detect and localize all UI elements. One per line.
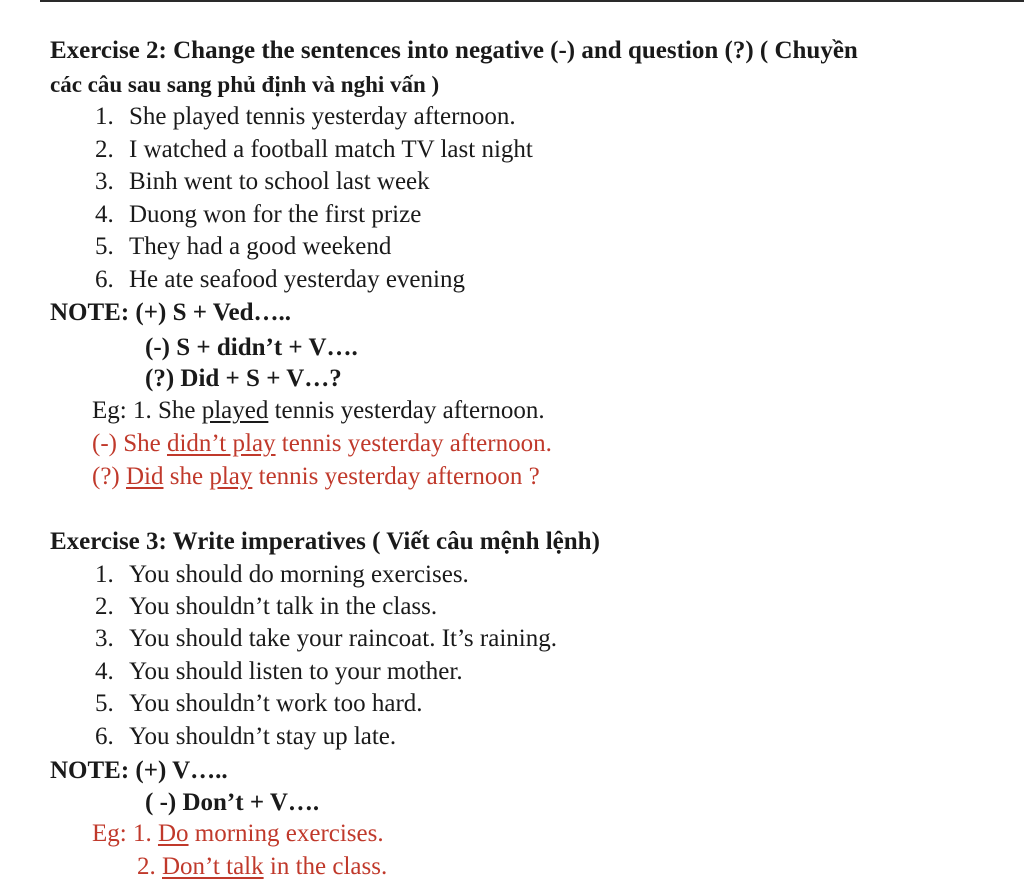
list-item-text: You shouldn’t talk in the class. bbox=[129, 593, 438, 620]
exercise3-example-2 bbox=[137, 852, 387, 882]
question-underlined-play: play bbox=[209, 463, 253, 490]
list-number: 2. bbox=[95, 136, 114, 163]
exercise3-note-line1: NOTE: (+) V….. bbox=[50, 757, 228, 784]
list-number: 6. bbox=[95, 266, 114, 293]
list-item-text: She played tennis yesterday afternoon. bbox=[129, 103, 516, 130]
exercise2-item-5 bbox=[95, 232, 391, 262]
example1-prefix: Eg: 1. bbox=[92, 820, 158, 847]
list-number: 4. bbox=[95, 201, 114, 228]
exercise3-item-2 bbox=[95, 592, 437, 622]
list-number: 3. bbox=[95, 168, 114, 195]
list-number: 5. bbox=[95, 690, 114, 717]
example1-underlined: Do bbox=[157, 820, 189, 847]
negative-underlined: didn’t play bbox=[166, 430, 276, 457]
list-number: 4. bbox=[95, 658, 114, 685]
exercise3-item-1 bbox=[95, 560, 469, 590]
exercise2-question-answer bbox=[92, 462, 540, 492]
list-number: 2. bbox=[95, 593, 114, 620]
list-item-text: You should listen to your mother. bbox=[129, 658, 463, 685]
example2-underlined: Don’t talk bbox=[162, 853, 264, 880]
exercise2-item-4 bbox=[95, 200, 421, 230]
question-mid: she bbox=[163, 463, 210, 490]
exercise2-item-6 bbox=[95, 265, 465, 295]
exercise2-example bbox=[92, 396, 545, 426]
exercise2-item-1 bbox=[95, 102, 516, 132]
example2-prefix: 2. bbox=[137, 853, 162, 880]
exercise2-title-line1: Exercise 2: Change the sentences into negative (-) and question (?) ( Chuyền bbox=[50, 37, 858, 64]
exercise3-item-6 bbox=[95, 722, 396, 752]
list-number: 1. bbox=[95, 561, 114, 588]
list-number: 5. bbox=[95, 233, 114, 260]
list-number: 3. bbox=[95, 625, 114, 652]
list-item-text: He ate seafood yesterday evening bbox=[129, 266, 465, 293]
list-item-text: You should do morning exercises. bbox=[129, 561, 469, 588]
list-item-text: You should take your raincoat. It’s raining. bbox=[129, 625, 557, 652]
exercise3-item-3 bbox=[95, 624, 557, 654]
exercise2-note-line3: (?) Did + S + V…? bbox=[145, 365, 342, 392]
exercise3-title: Exercise 3: Write imperatives ( Viết câu mệnh lệnh) bbox=[50, 528, 600, 555]
exercise3-example-1 bbox=[92, 819, 384, 849]
example2-rest: in the class. bbox=[263, 853, 388, 880]
list-number: 6. bbox=[95, 723, 114, 750]
question-underlined-did: Did bbox=[126, 463, 164, 490]
example1-rest: morning exercises. bbox=[188, 820, 384, 847]
exercise2-note-line1: NOTE: (+) S + Ved….. bbox=[50, 299, 292, 326]
list-item-text: You shouldn’t work too hard. bbox=[129, 690, 423, 717]
exercise3-note-line2: ( -) Don’t + V…. bbox=[145, 789, 320, 816]
exercise3-item-4 bbox=[95, 657, 463, 687]
list-item-text: You shouldn’t stay up late. bbox=[129, 723, 397, 750]
exercise2-negative-answer bbox=[92, 429, 552, 459]
example-rest: tennis yesterday afternoon. bbox=[268, 397, 545, 424]
exercise2-item-3 bbox=[95, 167, 430, 197]
negative-rest: tennis yesterday afternoon. bbox=[275, 430, 552, 457]
exercise2-note-line2: (-) S + didn’t + V…. bbox=[145, 334, 358, 361]
question-prefix: (?) bbox=[92, 463, 126, 490]
example-underlined-verb: played bbox=[201, 397, 269, 424]
exercise3-item-5 bbox=[95, 689, 423, 719]
list-number: 1. bbox=[95, 103, 114, 130]
list-item-text: Duong won for the first prize bbox=[129, 201, 422, 228]
negative-prefix: (-) She bbox=[92, 430, 167, 457]
exercise2-item-2 bbox=[95, 135, 533, 165]
question-rest: tennis yesterday afternoon ? bbox=[252, 463, 540, 490]
list-item-text: Binh went to school last week bbox=[129, 168, 430, 195]
example-prefix: Eg: 1. She bbox=[92, 397, 202, 424]
exercise2-title-line2: các câu sau sang phủ định và nghi vấn ) bbox=[50, 72, 440, 97]
list-item-text: I watched a football match TV last night bbox=[129, 136, 533, 163]
list-item-text: They had a good weekend bbox=[129, 233, 392, 260]
